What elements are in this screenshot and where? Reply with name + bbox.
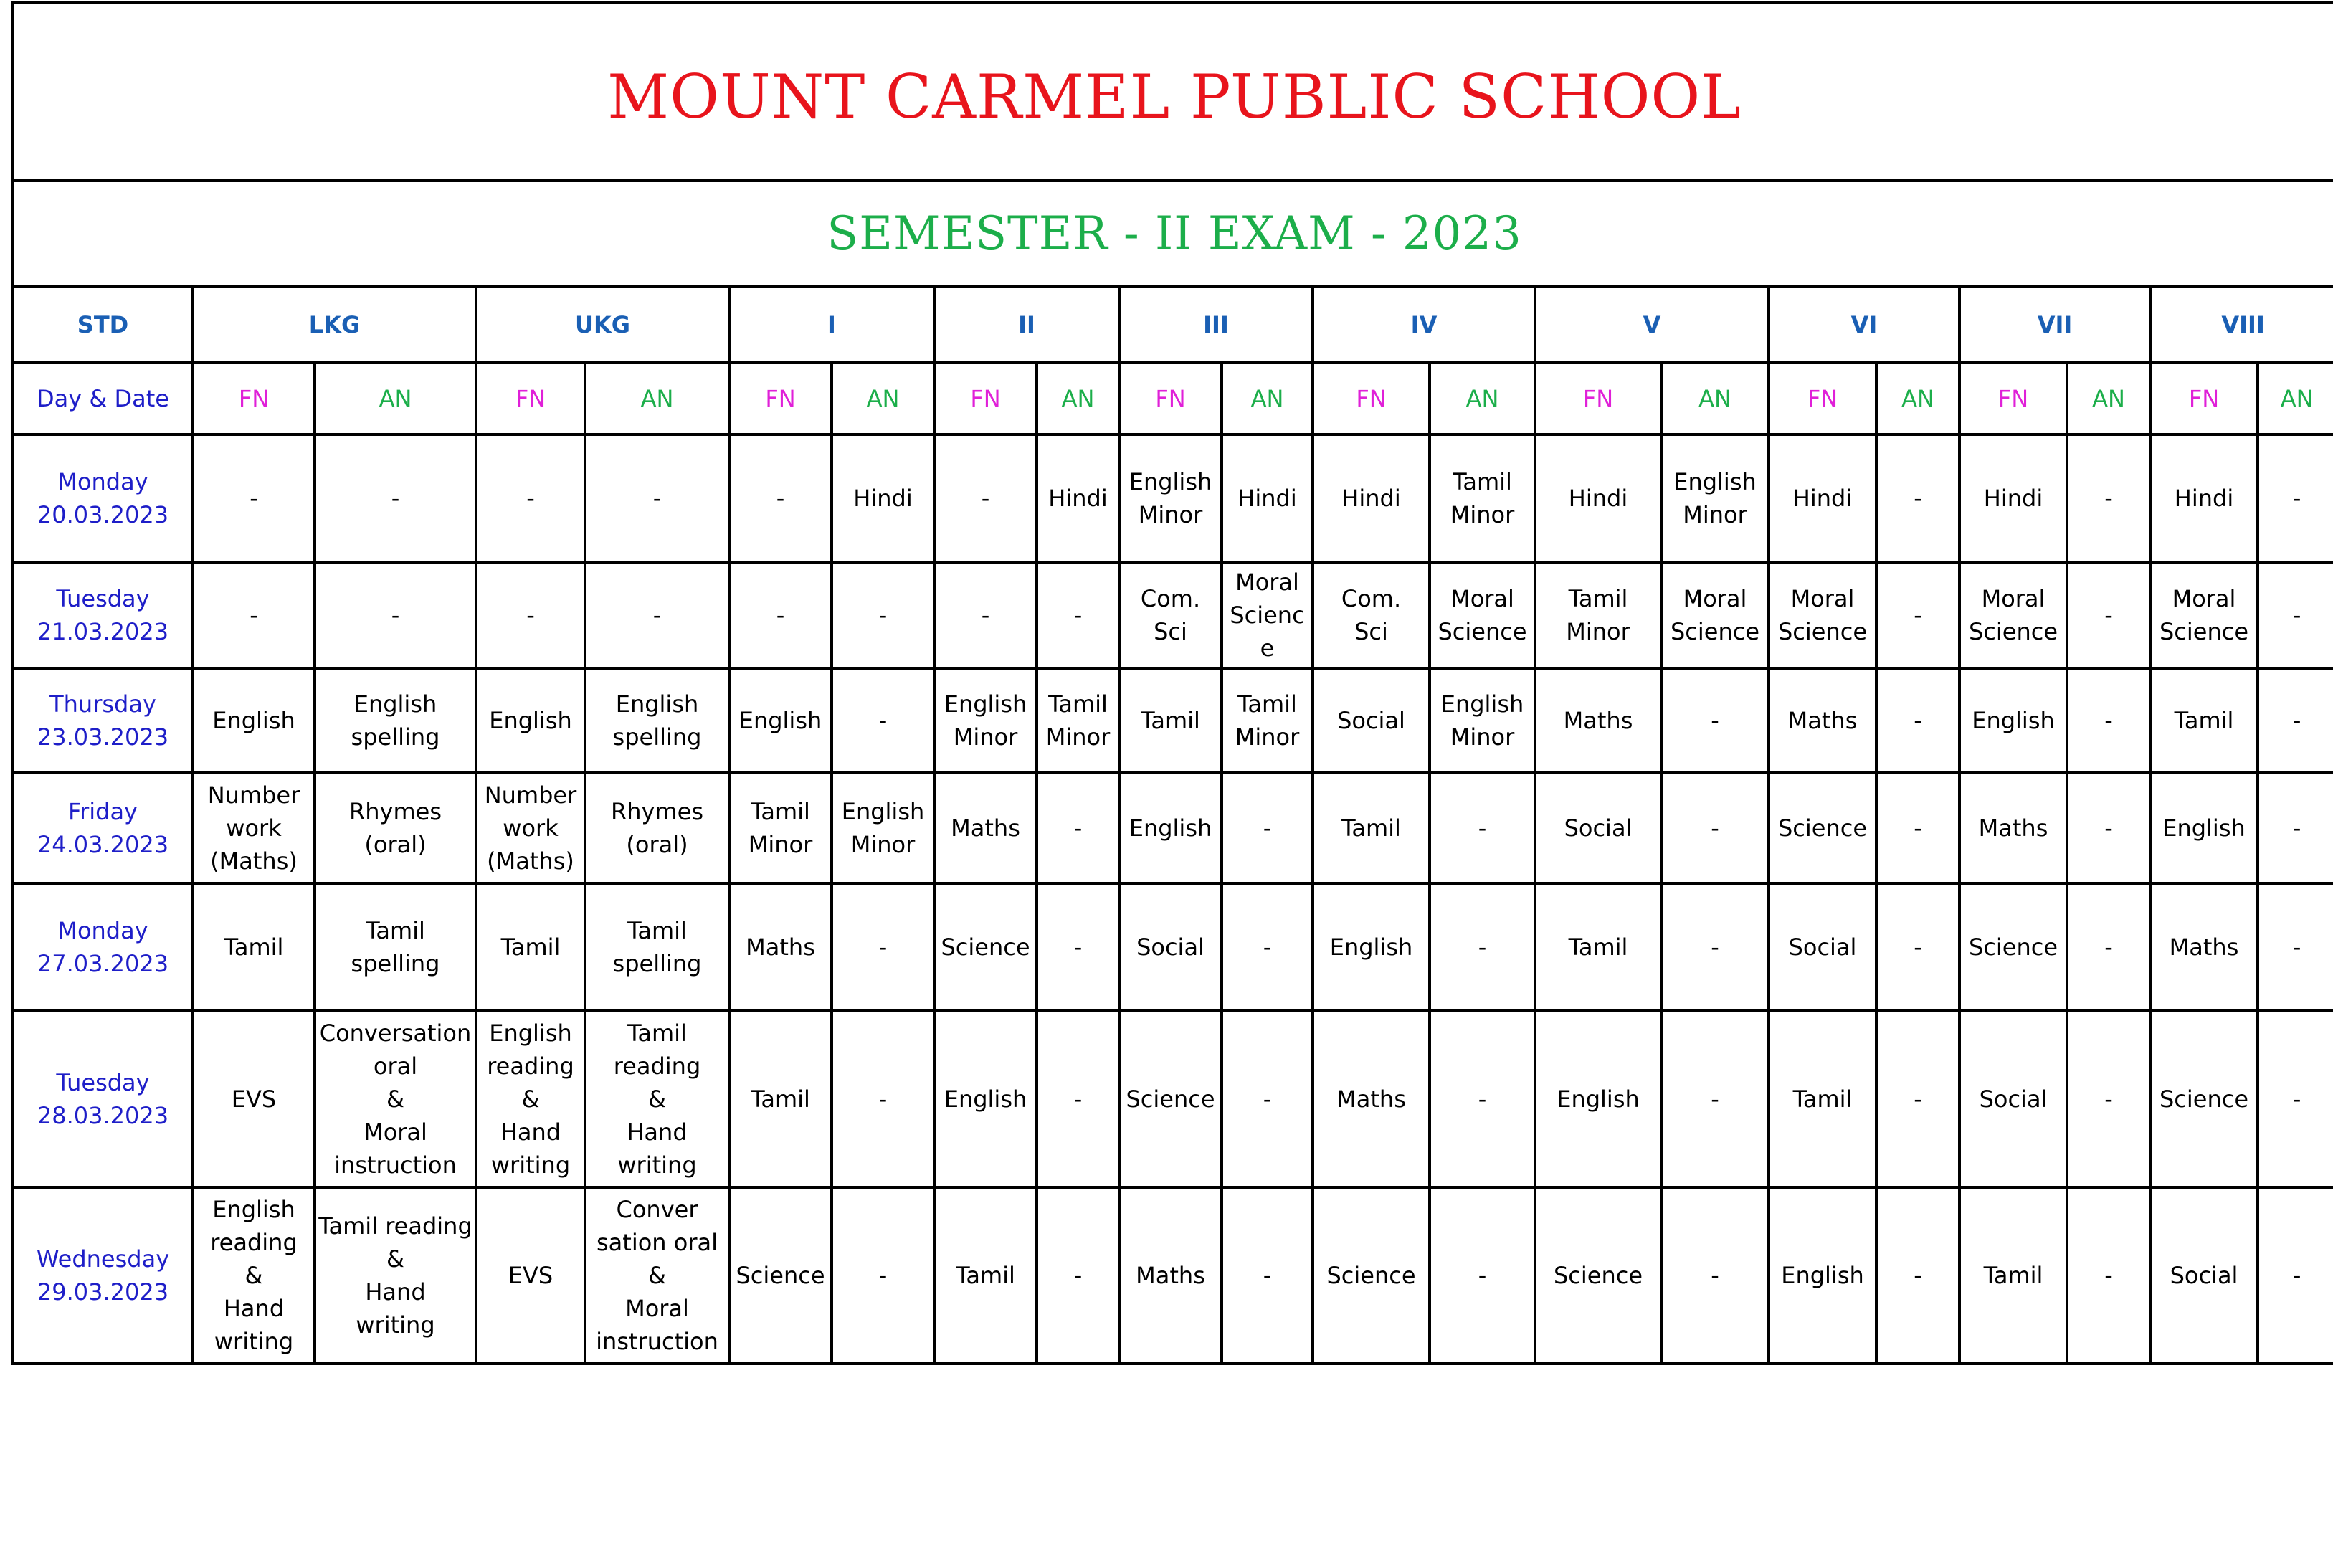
- subject-cell-fn: Science: [1313, 1187, 1430, 1364]
- subject-cell-fn: English reading & Hand writing: [193, 1187, 315, 1364]
- exam-title: SEMESTER - II EXAM - 2023: [13, 181, 2333, 287]
- subject-cell-fn: Tamil Minor: [1535, 562, 1661, 668]
- subject-cell-fn: Social: [1119, 883, 1222, 1011]
- subject-cell-an: -: [2258, 773, 2333, 883]
- subject-cell-an: Tamil Minor: [1430, 434, 1535, 562]
- subject-cell-an: -: [585, 434, 729, 562]
- exam-date: 21.03.2023: [37, 618, 169, 645]
- exam-day-row: [13, 1011, 2333, 1187]
- subject-cell-an: -: [2067, 1187, 2150, 1364]
- session-an-label: AN: [315, 363, 476, 434]
- class-header-iv: IV: [1313, 287, 1535, 363]
- subject-cell-an: -: [315, 562, 476, 668]
- subject-cell-fn: Maths: [1119, 1187, 1222, 1364]
- subject-cell-an: -: [1876, 434, 1959, 562]
- day-name: Wednesday: [36, 1245, 170, 1273]
- exam-date: 24.03.2023: [37, 831, 169, 858]
- class-header-vi: VI: [1769, 287, 1959, 363]
- exam-date: 23.03.2023: [37, 723, 169, 751]
- title-row: [13, 3, 2333, 181]
- subject-cell-an: -: [1876, 1187, 1959, 1364]
- session-an-label: AN: [1430, 363, 1535, 434]
- subject-cell-fn: Maths: [2150, 883, 2258, 1011]
- class-header-ii: II: [934, 287, 1119, 363]
- subject-cell-fn: EVS: [476, 1187, 585, 1364]
- subject-cell-fn: Maths: [1959, 773, 2067, 883]
- subject-cell-fn: Maths: [1535, 668, 1661, 773]
- subject-cell-fn: Social: [1769, 883, 1876, 1011]
- day-date-cell: [13, 1187, 193, 1364]
- day-name: Friday: [68, 798, 138, 825]
- subject-cell-an: -: [1661, 1011, 1769, 1187]
- subject-cell-an: -: [832, 1187, 934, 1364]
- subject-cell-fn: English: [729, 668, 832, 773]
- subject-cell-an: Tamil reading & Hand writing: [315, 1187, 476, 1364]
- subject-cell-fn: Tamil: [1959, 1187, 2067, 1364]
- exam-day-row: [13, 434, 2333, 562]
- subject-cell-fn: -: [476, 562, 585, 668]
- subject-cell-an: Conversation oral & Moral instruction: [315, 1011, 476, 1187]
- subject-cell-an: Tamil Minor: [1222, 668, 1313, 773]
- subject-cell-an: -: [2258, 434, 2333, 562]
- subject-cell-fn: English: [1313, 883, 1430, 1011]
- subject-cell-fn: Tamil: [1119, 668, 1222, 773]
- subject-cell-an: -: [2067, 1011, 2150, 1187]
- subject-cell-fn: English reading & Hand writing: [476, 1011, 585, 1187]
- subject-cell-fn: -: [934, 562, 1037, 668]
- subject-cell-an: -: [1876, 562, 1959, 668]
- subject-cell-an: -: [1876, 668, 1959, 773]
- school-name: MOUNT CARMEL PUBLIC SCHOOL: [13, 3, 2333, 181]
- subject-cell-an: -: [2067, 773, 2150, 883]
- subject-cell-fn: Social: [2150, 1187, 2258, 1364]
- exam-date: 27.03.2023: [37, 950, 169, 977]
- subject-cell-fn: Moral Science: [2150, 562, 2258, 668]
- subject-cell-fn: Science: [2150, 1011, 2258, 1187]
- subject-cell-an: Tamil spelling: [315, 883, 476, 1011]
- subject-cell-fn: English: [1535, 1011, 1661, 1187]
- subject-cell-an: -: [2067, 434, 2150, 562]
- exam-day-row: [13, 883, 2333, 1011]
- day-date-cell: [13, 668, 193, 773]
- exam-day-row: [13, 668, 2333, 773]
- day-name: Tuesday: [56, 585, 150, 612]
- day-date-cell: [13, 883, 193, 1011]
- subject-cell-fn: English: [934, 1011, 1037, 1187]
- subject-cell-fn: Maths: [1313, 1011, 1430, 1187]
- subject-cell-an: -: [2258, 562, 2333, 668]
- subject-cell-an: -: [2067, 668, 2150, 773]
- subject-cell-an: -: [1430, 1011, 1535, 1187]
- subject-cell-an: -: [1222, 773, 1313, 883]
- subject-cell-fn: Hindi: [1959, 434, 2067, 562]
- subject-cell-fn: Tamil Minor: [729, 773, 832, 883]
- subject-cell-an: -: [2258, 883, 2333, 1011]
- subject-cell-fn: Tamil: [729, 1011, 832, 1187]
- subject-cell-fn: English: [476, 668, 585, 773]
- subject-cell-fn: -: [729, 434, 832, 562]
- day-name: Tuesday: [56, 1069, 150, 1096]
- subject-cell-fn: English: [2150, 773, 2258, 883]
- day-name: Monday: [57, 917, 148, 944]
- exam-date: 29.03.2023: [37, 1278, 169, 1306]
- class-header-iii: III: [1119, 287, 1313, 363]
- subject-cell-an: -: [1037, 562, 1119, 668]
- subject-cell-fn: Tamil: [193, 883, 315, 1011]
- exam-timetable-sheet: [11, 1, 2332, 1354]
- subject-cell-an: English Minor: [1430, 668, 1535, 773]
- session-an-label: AN: [2067, 363, 2150, 434]
- subject-cell-an: -: [315, 434, 476, 562]
- subject-cell-fn: -: [193, 562, 315, 668]
- class-header-row: [13, 287, 2333, 363]
- session-fn-label: FN: [934, 363, 1037, 434]
- session-an-label: AN: [585, 363, 729, 434]
- subject-cell-an: -: [1876, 773, 1959, 883]
- subject-cell-an: Hindi: [832, 434, 934, 562]
- subject-cell-an: Rhymes (oral): [585, 773, 729, 883]
- subject-cell-an: Tamil Minor: [1037, 668, 1119, 773]
- subject-cell-an: -: [1430, 883, 1535, 1011]
- session-an-label: AN: [1222, 363, 1313, 434]
- session-an-label: AN: [832, 363, 934, 434]
- session-an-label: AN: [1876, 363, 1959, 434]
- subject-cell-an: -: [1430, 773, 1535, 883]
- subject-cell-an: English spelling: [585, 668, 729, 773]
- session-an-label: AN: [2258, 363, 2333, 434]
- subject-cell-fn: Moral Science: [1769, 562, 1876, 668]
- subject-cell-fn: Science: [729, 1187, 832, 1364]
- subject-cell-fn: Hindi: [1313, 434, 1430, 562]
- session-fn-label: FN: [1769, 363, 1876, 434]
- subject-cell-fn: Social: [1959, 1011, 2067, 1187]
- subject-cell-fn: Number work (Maths): [476, 773, 585, 883]
- subject-cell-fn: Maths: [934, 773, 1037, 883]
- subject-cell-fn: Tamil: [2150, 668, 2258, 773]
- subject-cell-an: English spelling: [315, 668, 476, 773]
- subject-cell-fn: English: [193, 668, 315, 773]
- subject-cell-fn: Hindi: [1535, 434, 1661, 562]
- subject-cell-an: Hindi: [1222, 434, 1313, 562]
- subject-cell-fn: Tamil: [934, 1187, 1037, 1364]
- subject-cell-an: -: [832, 883, 934, 1011]
- day-date-cell: [13, 434, 193, 562]
- subject-cell-an: English Minor: [832, 773, 934, 883]
- subject-cell-an: -: [2258, 1011, 2333, 1187]
- subject-cell-an: -: [2258, 668, 2333, 773]
- class-header-lkg: LKG: [193, 287, 476, 363]
- subject-cell-an: -: [1661, 773, 1769, 883]
- class-header-v: V: [1535, 287, 1769, 363]
- subject-cell-an: -: [1661, 668, 1769, 773]
- subject-cell-fn: Tamil: [1769, 1011, 1876, 1187]
- day-date-cell: [13, 562, 193, 668]
- subject-cell-fn: Tamil: [476, 883, 585, 1011]
- session-fn-label: FN: [2150, 363, 2258, 434]
- subject-cell-fn: Tamil: [1313, 773, 1430, 883]
- subject-cell-fn: Com. Sci: [1119, 562, 1222, 668]
- subject-cell-an: English Minor: [1661, 434, 1769, 562]
- subject-cell-fn: Moral Science: [1959, 562, 2067, 668]
- subject-cell-fn: Maths: [729, 883, 832, 1011]
- std-label: STD: [13, 287, 193, 363]
- subject-cell-an: -: [2067, 562, 2150, 668]
- day-date-cell: [13, 1011, 193, 1187]
- subject-cell-fn: English: [1119, 773, 1222, 883]
- semester-row: [13, 181, 2333, 287]
- subject-cell-fn: Com. Sci: [1313, 562, 1430, 668]
- subject-cell-fn: Social: [1313, 668, 1430, 773]
- subject-cell-an: Tamil reading & Hand writing: [585, 1011, 729, 1187]
- subject-cell-an: -: [1430, 1187, 1535, 1364]
- session-fn-label: FN: [1535, 363, 1661, 434]
- subject-cell-fn: English: [1769, 1187, 1876, 1364]
- subject-cell-fn: Social: [1535, 773, 1661, 883]
- subject-cell-fn: -: [476, 434, 585, 562]
- subject-cell-an: -: [1037, 773, 1119, 883]
- subject-cell-fn: Science: [1769, 773, 1876, 883]
- class-header-viii: VIII: [2150, 287, 2333, 363]
- day-name: Monday: [57, 468, 148, 495]
- exam-day-row: [13, 562, 2333, 668]
- subject-cell-fn: Science: [1959, 883, 2067, 1011]
- exam-day-row: [13, 1187, 2333, 1364]
- subject-cell-fn: English Minor: [1119, 434, 1222, 562]
- subject-cell-an: -: [1037, 1187, 1119, 1364]
- subject-cell-an: -: [832, 562, 934, 668]
- day-date-label: Day & Date: [13, 363, 193, 434]
- subject-cell-an: -: [1037, 1011, 1119, 1187]
- day-date-cell: [13, 773, 193, 883]
- exam-timetable: [11, 1, 2333, 1365]
- subject-cell-an: Moral Science: [1430, 562, 1535, 668]
- subject-cell-an: -: [1222, 1187, 1313, 1364]
- subject-cell-an: -: [832, 668, 934, 773]
- subject-cell-an: -: [1876, 1011, 1959, 1187]
- session-an-label: AN: [1661, 363, 1769, 434]
- subject-cell-an: Hindi: [1037, 434, 1119, 562]
- subject-cell-fn: Number work (Maths): [193, 773, 315, 883]
- subject-cell-an: Moral Science: [1222, 562, 1313, 668]
- subject-cell-an: -: [832, 1011, 934, 1187]
- subject-cell-an: -: [2067, 883, 2150, 1011]
- exam-date: 20.03.2023: [37, 501, 169, 528]
- subject-cell-an: Rhymes (oral): [315, 773, 476, 883]
- subject-cell-fn: -: [729, 562, 832, 668]
- session-fn-label: FN: [1119, 363, 1222, 434]
- subject-cell-fn: Tamil: [1535, 883, 1661, 1011]
- subject-cell-fn: EVS: [193, 1011, 315, 1187]
- class-header-i: I: [729, 287, 934, 363]
- subject-cell-fn: Science: [934, 883, 1037, 1011]
- subject-cell-an: -: [1222, 883, 1313, 1011]
- session-fn-label: FN: [1959, 363, 2067, 434]
- class-header-ukg: UKG: [476, 287, 729, 363]
- subject-cell-an: Moral Science: [1661, 562, 1769, 668]
- session-fn-label: FN: [476, 363, 585, 434]
- subject-cell-an: Conver sation oral & Moral instruction: [585, 1187, 729, 1364]
- subject-cell-an: -: [2258, 1187, 2333, 1364]
- subject-cell-fn: Maths: [1769, 668, 1876, 773]
- session-fn-label: FN: [193, 363, 315, 434]
- subject-cell-fn: Hindi: [1769, 434, 1876, 562]
- subject-cell-an: -: [1661, 883, 1769, 1011]
- subject-cell-an: -: [1876, 883, 1959, 1011]
- subject-cell-fn: -: [193, 434, 315, 562]
- subject-cell-fn: English: [1959, 668, 2067, 773]
- subject-cell-an: -: [1037, 883, 1119, 1011]
- subject-cell-an: Tamil spelling: [585, 883, 729, 1011]
- subject-cell-fn: Hindi: [2150, 434, 2258, 562]
- day-name: Thursday: [49, 690, 156, 718]
- session-fn-label: FN: [1313, 363, 1430, 434]
- subject-cell-an: -: [585, 562, 729, 668]
- subject-cell-fn: -: [934, 434, 1037, 562]
- exam-day-row: [13, 773, 2333, 883]
- session-fn-label: FN: [729, 363, 832, 434]
- exam-date: 28.03.2023: [37, 1102, 169, 1129]
- subject-cell-fn: English Minor: [934, 668, 1037, 773]
- subject-cell-fn: Science: [1535, 1187, 1661, 1364]
- subject-cell-fn: Science: [1119, 1011, 1222, 1187]
- subject-cell-an: -: [1661, 1187, 1769, 1364]
- session-an-label: AN: [1037, 363, 1119, 434]
- session-header-row: [13, 363, 2333, 434]
- subject-cell-an: -: [1222, 1011, 1313, 1187]
- class-header-vii: VII: [1959, 287, 2150, 363]
